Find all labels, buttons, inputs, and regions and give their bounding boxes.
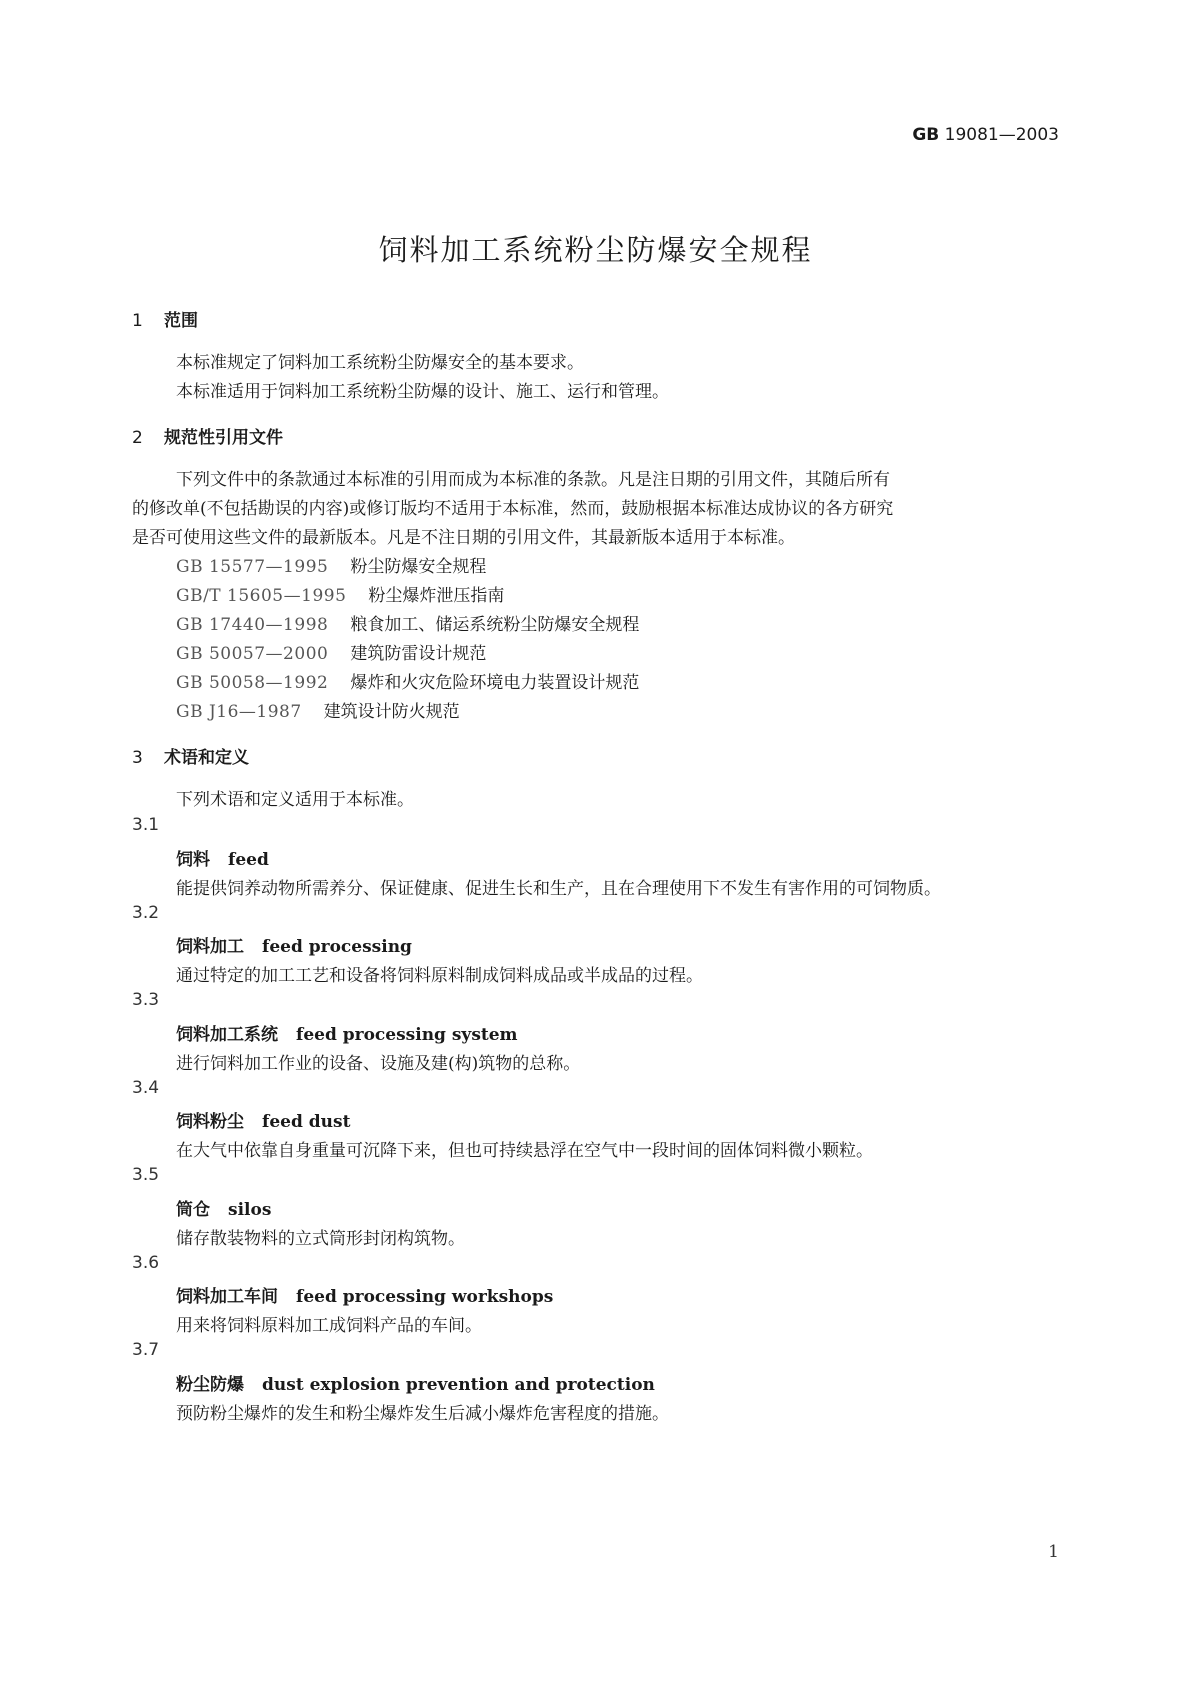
section-2-para-line-3: 是否可使用这些文件的最新版本。凡是不注日期的引用文件，其最新版本适用于本标准。 [132, 528, 795, 548]
term-zh: 饲料加工车间 [176, 1287, 278, 1307]
term-number: 3.6 [132, 1253, 160, 1273]
section-1-line-2: 本标准适用于饲料加工系统粉尘防爆的设计、施工、运行和管理。 [176, 382, 669, 402]
term-zh: 饲料 [176, 850, 210, 870]
term-en: feed processing [262, 937, 412, 957]
term-title [176, 1370, 655, 1395]
term-number: 3.4 [132, 1078, 160, 1098]
term-number: 3.3 [132, 990, 160, 1010]
reference-item [176, 697, 460, 722]
term-number: 3.5 [132, 1165, 160, 1185]
reference-name: 建筑设计防火规范 [323, 702, 460, 722]
reference-name: 粮食加工、储运系统粉尘防爆安全规程 [350, 615, 640, 635]
term-definition: 通过特定的加工工艺和设备将饲料原料制成饲料成品或半成品的过程。 [176, 966, 703, 986]
term-definition: 在大气中依靠自身重量可沉降下来，但也可持续悬浮在空气中一段时间的固体饲料微小颗粒。 [176, 1141, 873, 1161]
term-zh: 筒仓 [176, 1200, 210, 1220]
reference-name: 建筑防雷设计规范 [350, 644, 487, 664]
term-en: feed processing system [296, 1025, 518, 1045]
reference-code: GB 50057—2000 [176, 644, 329, 664]
reference-code: GB J16—1987 [176, 702, 302, 722]
section-number: 1 [132, 311, 143, 331]
section-1-line-1: 本标准规定了饲料加工系统粉尘防爆安全的基本要求。 [176, 353, 584, 373]
term-en: dust explosion prevention and protection [262, 1375, 655, 1395]
reference-item [176, 581, 504, 606]
reference-item [176, 552, 486, 577]
term-definition: 储存散装物料的立式筒形封闭构筑物。 [176, 1229, 465, 1249]
section-1-heading [132, 306, 198, 331]
term-number: 3.7 [132, 1340, 160, 1360]
reference-name: 爆炸和火灾危险环境电力装置设计规范 [350, 673, 640, 693]
term-title [176, 845, 269, 870]
section-2-heading [132, 423, 283, 448]
section-3-intro: 下列术语和定义适用于本标准。 [176, 790, 414, 810]
term-title [176, 1107, 350, 1132]
term-en: feed processing workshops [296, 1287, 554, 1307]
term-zh: 饲料加工 [176, 937, 244, 957]
standard-code [912, 125, 1059, 145]
term-title [176, 1020, 518, 1045]
standard-code-number: 19081—2003 [944, 125, 1059, 145]
reference-name: 粉尘爆炸泄压指南 [368, 586, 505, 606]
term-number: 3.2 [132, 903, 160, 923]
reference-code: GB 15577—1995 [176, 557, 329, 577]
term-en: feed dust [262, 1112, 351, 1132]
term-definition: 用来将饲料原料加工成饲料产品的车间。 [176, 1316, 482, 1336]
section-title: 术语和定义 [164, 748, 249, 768]
section-number: 3 [132, 748, 143, 768]
term-zh: 饲料粉尘 [176, 1112, 244, 1132]
term-en: feed [228, 850, 269, 870]
term-number: 3.1 [132, 815, 160, 835]
term-definition: 能提供饲养动物所需养分、保证健康、促进生长和生产，且在合理使用下不发生有害作用的可饲物质。 [176, 879, 941, 899]
reference-item [176, 668, 639, 693]
document-title: 饲料加工系统粉尘防爆安全规程 [378, 233, 813, 267]
reference-code: GB 17440—1998 [176, 615, 329, 635]
section-title: 范围 [164, 311, 198, 331]
section-title: 规范性引用文件 [164, 428, 283, 448]
term-zh: 饲料加工系统 [176, 1025, 278, 1045]
section-2-para-line-1: 下列文件中的条款通过本标准的引用而成为本标准的条款。凡是注日期的引用文件，其随后所有 [176, 470, 890, 490]
section-2-para-line-2: 的修改单(不包括勘误的内容)或修订版均不适用于本标准，然而，鼓励根据本标准达成协议的各方研究 [132, 499, 894, 519]
term-title [176, 932, 412, 957]
reference-code: GB 50058—1992 [176, 673, 329, 693]
reference-item [176, 639, 486, 664]
reference-item [176, 610, 639, 635]
reference-code: GB/T 15605—1995 [176, 586, 347, 606]
term-title [176, 1282, 553, 1307]
page-number: 1 [1048, 1542, 1059, 1562]
term-zh: 粉尘防爆 [176, 1375, 244, 1395]
term-title [176, 1195, 271, 1220]
standard-code-prefix: GB [912, 125, 940, 145]
section-number: 2 [132, 428, 143, 448]
term-en: silos [228, 1200, 272, 1220]
term-definition: 预防粉尘爆炸的发生和粉尘爆炸发生后减小爆炸危害程度的措施。 [176, 1404, 669, 1424]
reference-name: 粉尘防爆安全规程 [350, 557, 487, 577]
term-definition: 进行饲料加工作业的设备、设施及建(构)筑物的总称。 [176, 1054, 581, 1074]
section-3-heading [132, 743, 249, 768]
